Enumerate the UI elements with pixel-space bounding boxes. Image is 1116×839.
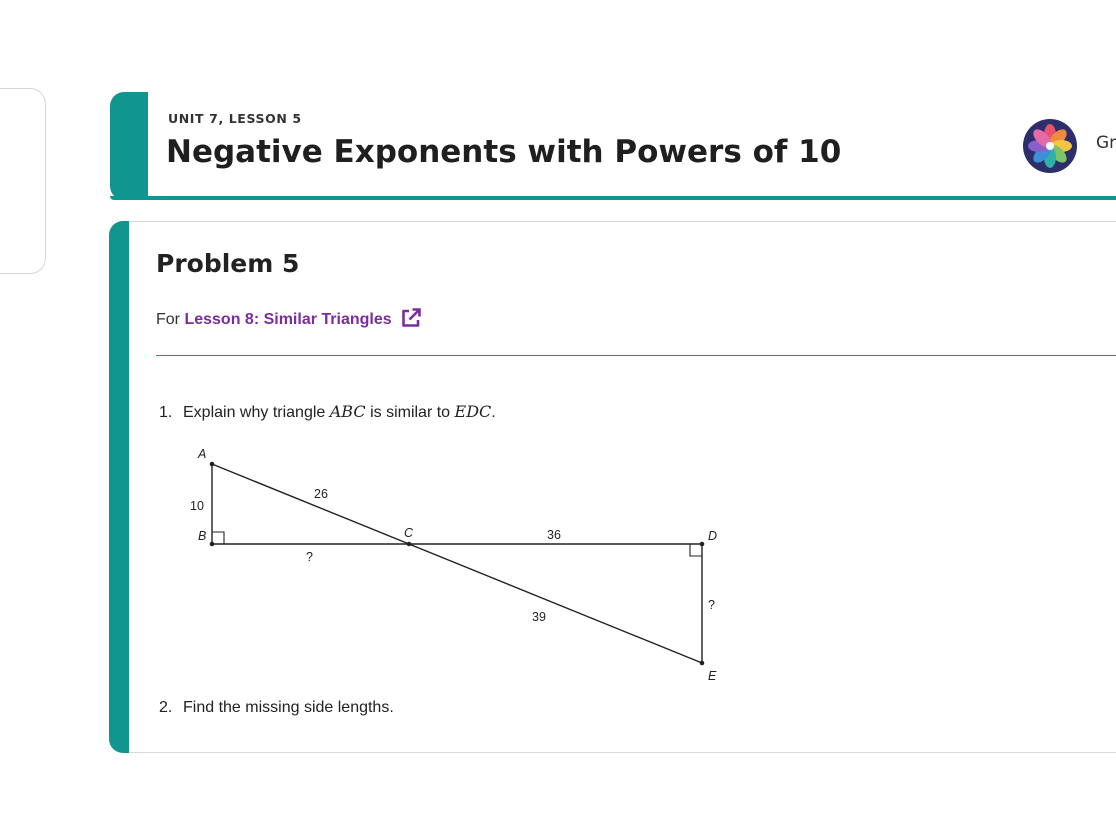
label-d: D bbox=[708, 529, 718, 543]
length-bc: ? bbox=[306, 550, 313, 564]
grade-label: Gr bbox=[1096, 133, 1116, 153]
math-abc: ABC bbox=[329, 402, 366, 421]
right-angle-d-icon bbox=[690, 544, 702, 556]
point-d bbox=[700, 542, 705, 547]
point-e bbox=[700, 661, 705, 666]
lesson-header bbox=[110, 92, 1116, 200]
question-number: 1. bbox=[159, 404, 173, 421]
for-prefix: For bbox=[156, 311, 180, 328]
section-divider bbox=[156, 355, 1116, 356]
math-edc: EDC bbox=[454, 402, 492, 421]
right-angle-b-icon bbox=[212, 532, 224, 544]
question-text: Explain why triangle bbox=[183, 404, 326, 421]
flower-logo-icon[interactable] bbox=[1022, 118, 1078, 174]
label-c: C bbox=[404, 526, 414, 540]
problem-title: Problem 5 bbox=[156, 249, 300, 278]
length-ce: 39 bbox=[532, 610, 546, 624]
question-text-middle: is similar to bbox=[370, 404, 451, 421]
label-b: B bbox=[198, 529, 207, 543]
header-accent-bar bbox=[110, 92, 148, 200]
length-ab: 10 bbox=[190, 499, 204, 513]
point-c bbox=[407, 542, 412, 547]
lesson-reference bbox=[156, 307, 422, 329]
header-underline bbox=[110, 196, 1116, 200]
lesson-link[interactable]: Lesson 8: Similar Triangles bbox=[184, 311, 392, 328]
length-cd: 36 bbox=[547, 528, 561, 542]
similar-triangles-diagram bbox=[170, 440, 740, 690]
segment-ae bbox=[212, 464, 702, 663]
length-ac: 26 bbox=[314, 487, 328, 501]
question-1 bbox=[159, 402, 496, 422]
question-text: Find the missing side lengths. bbox=[183, 699, 394, 716]
lesson-title: Negative Exponents with Powers of 10 bbox=[166, 134, 842, 170]
point-b bbox=[210, 542, 215, 547]
question-number: 2. bbox=[159, 699, 173, 716]
question-text-end: . bbox=[491, 404, 496, 421]
label-a: A bbox=[198, 447, 207, 461]
problem-accent-bar bbox=[109, 221, 129, 753]
question-2 bbox=[159, 699, 394, 717]
side-panel-edge bbox=[0, 88, 46, 274]
point-a bbox=[210, 462, 215, 467]
unit-label: UNIT 7, LESSON 5 bbox=[168, 111, 302, 126]
length-de: ? bbox=[708, 598, 715, 612]
external-link-icon[interactable] bbox=[400, 307, 422, 329]
label-e: E bbox=[708, 669, 717, 683]
